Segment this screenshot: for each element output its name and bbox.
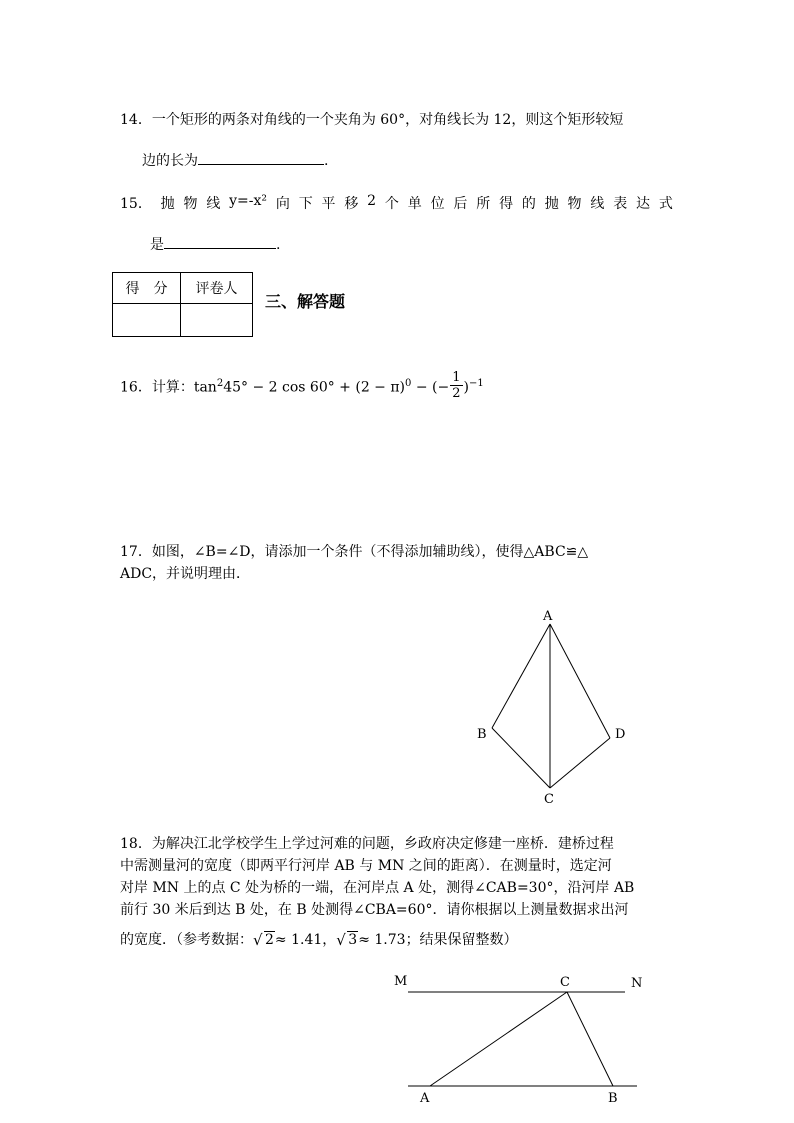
q16-expression: [120, 372, 484, 403]
q15-word: 向: [275, 196, 290, 212]
q14-line2-suffix: .: [324, 153, 329, 169]
radical-icon: √: [336, 931, 346, 949]
q15-word: 线: [590, 196, 605, 212]
sqrt2-approx: ≈ 1.41: [274, 932, 323, 948]
section3-title: 三、解答题: [265, 292, 346, 311]
q16-tan-exp: 2: [216, 377, 224, 389]
grader-cell[interactable]: [181, 304, 253, 337]
segment-ab: [492, 624, 550, 728]
q16-fraction: [450, 370, 462, 401]
q15-word: 式: [658, 196, 673, 212]
radical-icon: √: [253, 931, 263, 949]
q16-exp0: 0: [405, 377, 412, 389]
label-a: A: [420, 1091, 430, 1106]
q18-line5: [120, 929, 518, 949]
q15-word: 达: [636, 196, 651, 212]
q18-line5-suffix: ；结果保留整数）: [405, 932, 518, 948]
q17-line2: ADC，并说明理由．: [120, 566, 251, 582]
label-a: A: [543, 609, 553, 624]
q15-word: 2: [367, 193, 377, 209]
q15-word: 表: [613, 196, 628, 212]
q14-line1: 14．一个矩形的两条对角线的一个夹角为 60°，对角线长为 12，则这个矩形较短: [120, 112, 624, 128]
q15-word: 物: [567, 196, 582, 212]
q15-word: y=-x²: [229, 193, 268, 209]
segment-ad: [550, 624, 610, 738]
sqrt2-radicand: 2: [265, 932, 274, 948]
label-d: D: [615, 727, 626, 742]
label-m: M: [394, 974, 408, 989]
segment-dc: [550, 738, 610, 788]
q15-word: 所: [476, 196, 491, 212]
q18-line3: 对岸 MN 上的点 C 处为桥的一端，在河岸点 A 处，测得∠CAB=30°，沿河岸 AB: [120, 880, 635, 896]
q15-word: 下: [298, 196, 313, 212]
segment-ca: [430, 992, 567, 1086]
q18-line4: 前行 30 米后到达 B 处，在 B 处测得∠CBA=60°．请你根据以上测量数据求出河: [120, 902, 629, 918]
q16-frac-num: 1: [452, 370, 461, 385]
q15-word: 移: [344, 196, 359, 212]
q15-word: 抛: [544, 196, 559, 212]
q15-word: 个: [384, 196, 399, 212]
q16-part3: ): [463, 379, 469, 396]
q14-line2: [142, 150, 328, 170]
q18-line5-prefix: 的宽度．（参考数据：: [120, 932, 253, 948]
q18-line2: 中需测量河的宽度（即两平行河岸 AB 与 MN 之间的距离）．在测量时，选定河: [120, 858, 612, 874]
sqrt3-approx: ≈ 1.73: [358, 932, 406, 948]
q18-figure: [385, 965, 660, 1110]
q15-word: 线: [206, 196, 221, 212]
sqrt-separator: ，: [322, 932, 337, 948]
segment-cb: [567, 992, 613, 1086]
sqrt3-expression: [336, 932, 358, 948]
score-cell[interactable]: [113, 304, 181, 337]
q15-word: 的: [521, 196, 536, 212]
q15-word: 平: [321, 196, 336, 212]
q14-answer-blank[interactable]: [198, 150, 324, 165]
q15-word: 抛: [160, 196, 175, 212]
label-c: C: [560, 975, 570, 990]
q15-number: 15．: [120, 196, 152, 212]
q18-line1: 18．为解决江北学校学生上学过河难的问题，乡政府决定修建一座桥．建桥过程: [120, 836, 614, 852]
label-n: N: [631, 976, 643, 991]
q16-part2: − (−: [411, 379, 450, 396]
score-table: [112, 272, 253, 337]
segment-bc: [492, 728, 550, 788]
grader-header: 评卷人: [181, 273, 253, 304]
q16-tan: tan: [193, 379, 217, 396]
q16-label: 16．计算：: [120, 379, 194, 396]
q15-words: [120, 193, 673, 213]
q15-word: 得: [499, 196, 514, 212]
q17-figure: [470, 600, 640, 810]
q15-line2-prefix: 是: [150, 237, 164, 253]
sqrt3-radicand: 3: [348, 932, 358, 948]
q16-part1: 45° − 2 cos 60° + (2 − π): [223, 379, 406, 396]
q16-exp-neg1: −1: [468, 377, 484, 389]
q15-line2-suffix: .: [276, 237, 281, 253]
label-c: C: [544, 792, 554, 807]
q16-frac-den: 2: [452, 386, 461, 401]
q15-word: 物: [183, 196, 198, 212]
q14-line2-prefix: 边的长为: [142, 153, 198, 169]
q17-line1: 17．如图，∠B=∠D，请添加一个条件（不得添加辅助线），使得△ABC≌△: [120, 544, 589, 560]
q15-answer-blank[interactable]: [164, 234, 276, 249]
sqrt2-expression: [253, 932, 275, 948]
label-b: B: [608, 1091, 618, 1106]
label-b: B: [477, 727, 487, 742]
q15-word: 单: [407, 196, 422, 212]
q15-word: 位: [430, 196, 445, 212]
q15-line2: [150, 234, 280, 254]
score-header: 得 分: [113, 273, 181, 304]
q15-word: 后: [453, 196, 468, 212]
q15-line1: [120, 193, 673, 213]
